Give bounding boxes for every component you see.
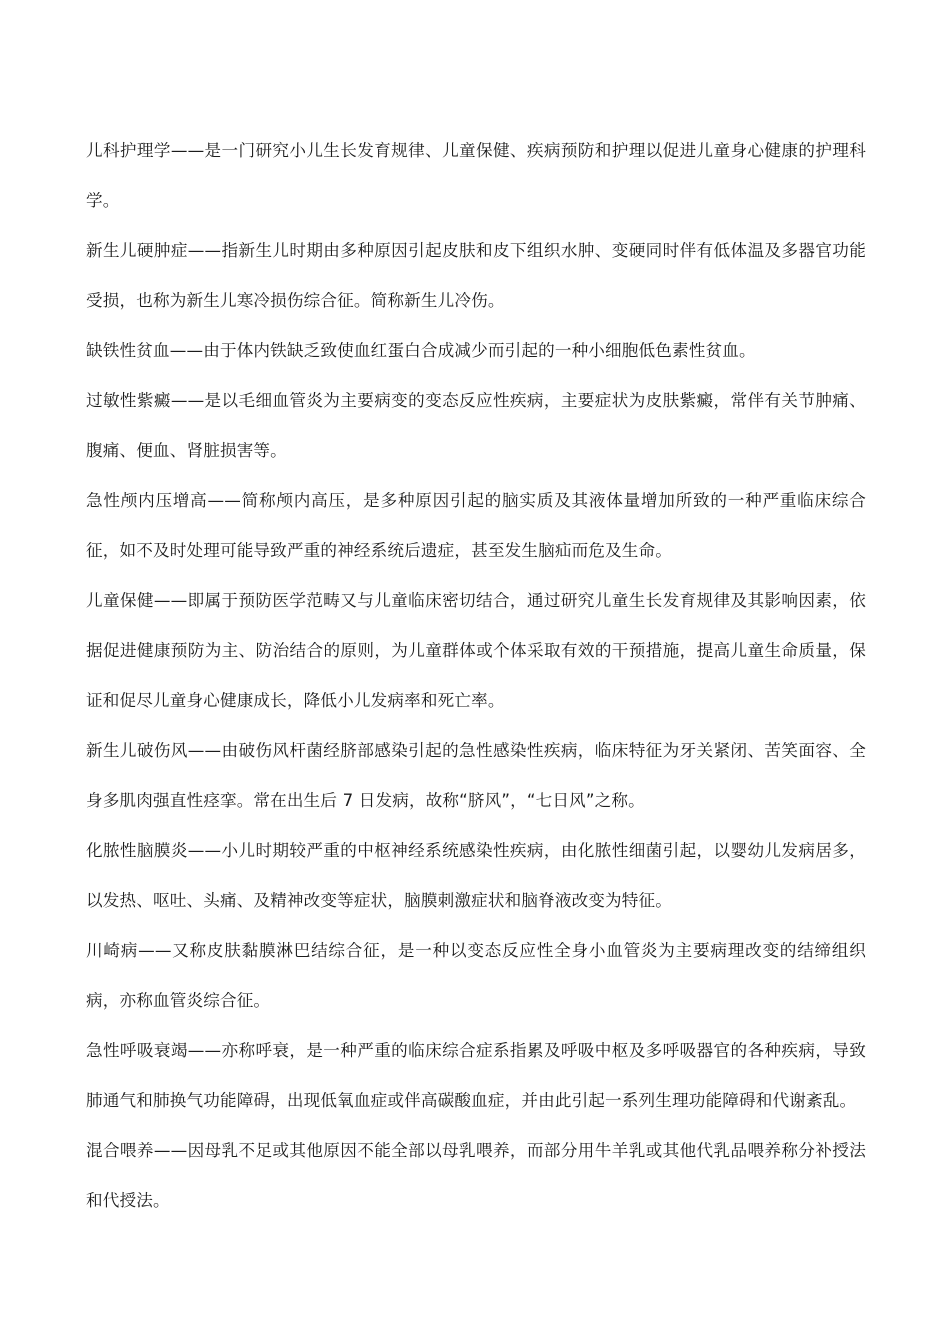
glossary-entry-kawasaki-disease: 川崎病——又称皮肤黏膜淋巴结综合征，是一种以变态反应性全身小血管炎为主要病理改变的结缔组织病，亦称血管炎综合征。 [86, 941, 866, 1010]
glossary-entry-allergic-purpura: 过敏性紫癜——是以毛细血管炎为主要病变的变态反应性疾病，主要症状为皮肤紫癜，常伴有关节肿痛、腹痛、便血、肾脏损害等。 [86, 391, 866, 460]
glossary-entry-pediatric-nursing: 儿科护理学——是一门研究小儿生长发育规律、儿童保健、疾病预防和护理以促进儿童身心健康的护理科学。 [86, 141, 866, 210]
glossary-entry-iron-deficiency-anemia: 缺铁性贫血——由于体内铁缺乏致使血红蛋白合成减少而引起的一种小细胞低色素性贫血。 [86, 341, 756, 360]
glossary-entry-neonatal-tetanus: 新生儿破伤风——由破伤风杆菌经脐部感染引起的急性感染性疾病，临床特征为牙关紧闭、苦笑面容、全身多肌肉强直性痉挛。常在出生后 7 日发病，故称“脐风”，“七日风”之称。 [86, 741, 866, 810]
glossary-entry-intracranial-hypertension: 急性颅内压增高——简称颅内高压，是多种原因引起的脑实质及其液体量增加所致的一种严重临床综合征，如不及时处理可能导致严重的神经系统后遗症，甚至发生脑疝而危及生命。 [86, 491, 866, 560]
glossary-entry-child-health-care: 儿童保健——即属于预防医学范畴又与儿童临床密切结合，通过研究儿童生长发育规律及其影响因素，依据促进健康预防为主、防治结合的原则，为儿童群体或个体采取有效的干预措施，提高儿童生命质量，保证和促尽儿童身心健康成长，降低小儿发病率和死亡率。 [86, 591, 866, 710]
glossary-entry-neonatal-scleredema: 新生儿硬肿症——指新生儿时期由多种原因引起皮肤和皮下组织水肿、变硬同时伴有低体温及多器官功能受损，也称为新生儿寒冷损伤综合征。简称新生儿冷伤。 [86, 241, 866, 310]
glossary-entry-purulent-meningitis: 化脓性脑膜炎——小儿时期较严重的中枢神经系统感染性疾病，由化脓性细菌引起，以婴幼儿发病居多，以发热、呕吐、头痛、及精神改变等症状，脑膜刺激症状和脑脊液改变为特征。 [86, 841, 866, 910]
glossary-entry-mixed-feeding: 混合喂养——因母乳不足或其他原因不能全部以母乳喂养，而部分用牛羊乳或其他代乳品喂养称分补授法和代授法。 [86, 1141, 866, 1210]
glossary-body [86, 126, 866, 1226]
glossary-entry-acute-respiratory-failure: 急性呼吸衰竭——亦称呼衰，是一种严重的临床综合症系指累及呼吸中枢及多呼吸器官的各种疾病，导致肺通气和肺换气功能障碍，出现低氧血症或伴高碳酸血症，并由此引起一系列生理功能障碍和代谢紊乱。 [86, 1041, 866, 1110]
